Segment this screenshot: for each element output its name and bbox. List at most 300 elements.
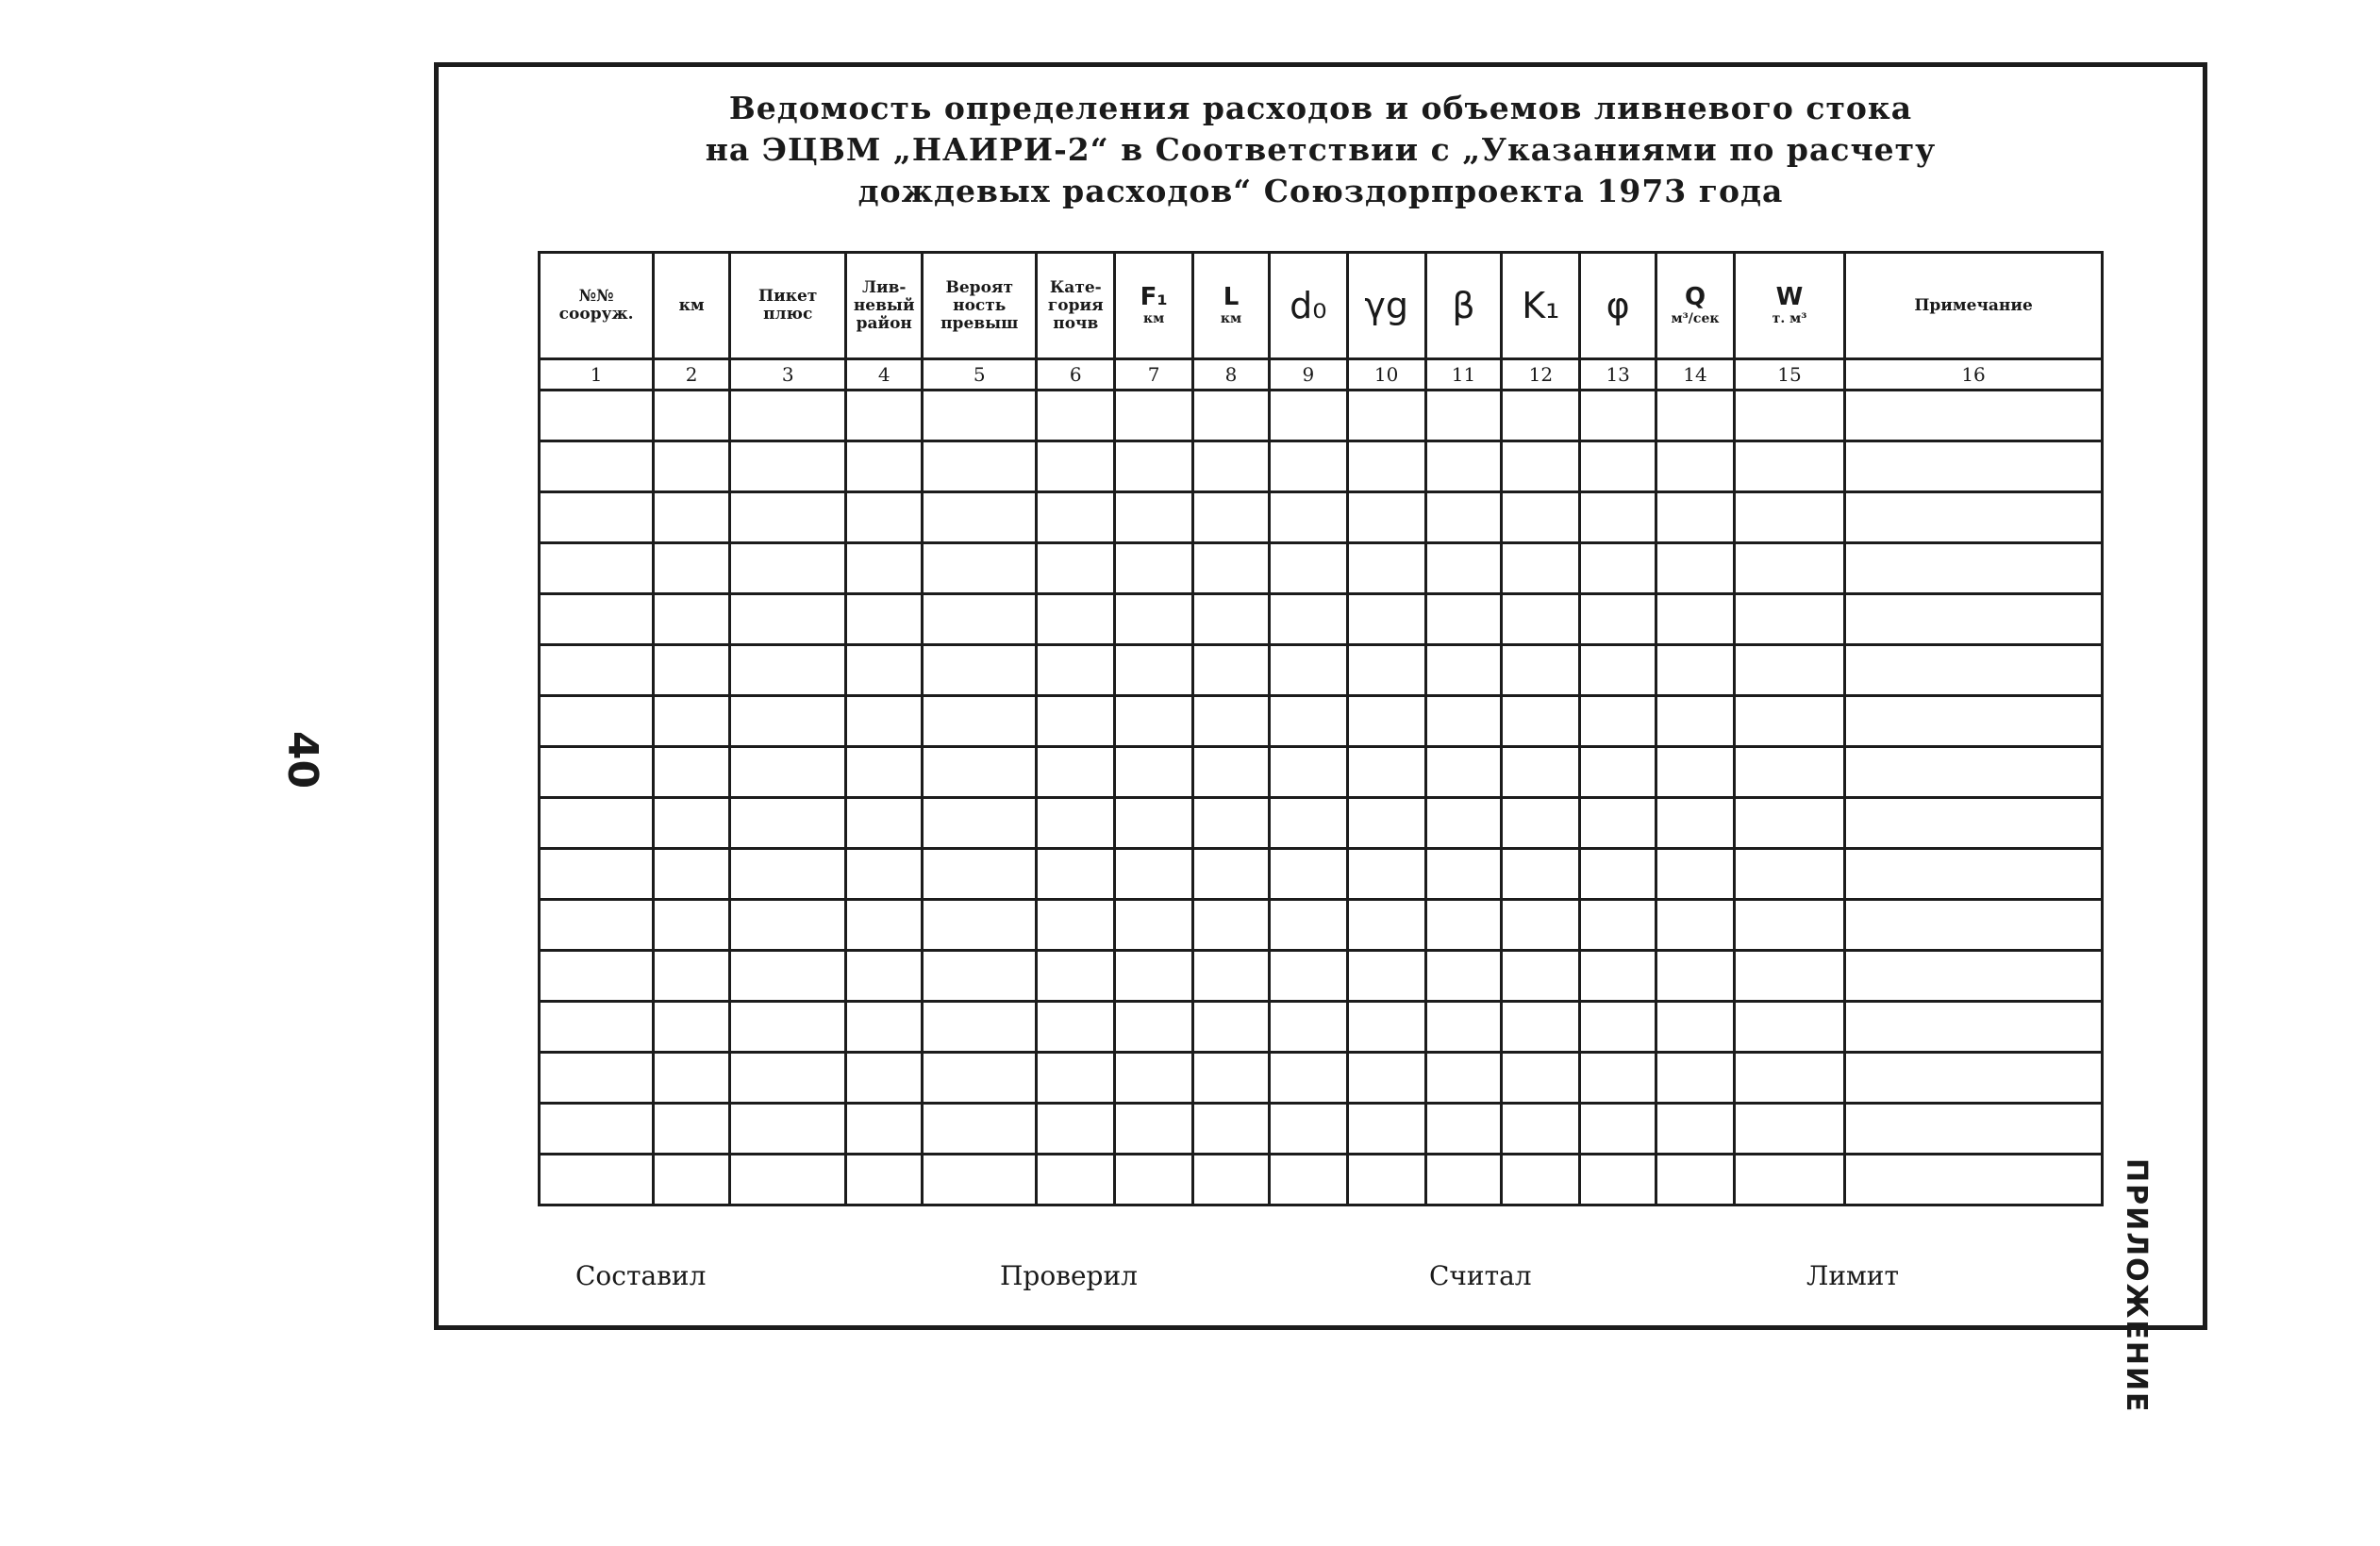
table-cell[interactable] (1502, 594, 1580, 645)
table-cell[interactable] (1502, 1104, 1580, 1155)
table-cell[interactable] (923, 645, 1037, 696)
table-cell[interactable] (540, 1155, 654, 1205)
table-cell[interactable] (1269, 1053, 1347, 1104)
table-cell[interactable] (923, 900, 1037, 951)
table-cell[interactable] (846, 798, 923, 849)
table-cell[interactable] (730, 645, 846, 696)
table-cell[interactable] (1734, 1053, 1844, 1104)
table-cell[interactable] (1656, 696, 1735, 747)
table-cell[interactable] (1115, 849, 1193, 900)
table-cell[interactable] (730, 951, 846, 1002)
table-cell[interactable] (1425, 1155, 1502, 1205)
title-line-1: Ведомость определения расходов и объемов ливневого стока (728, 90, 1913, 126)
table-cell[interactable] (1656, 747, 1735, 798)
table-cell[interactable] (540, 391, 654, 441)
table-cell[interactable] (1734, 747, 1844, 798)
table-cell[interactable] (1037, 594, 1115, 645)
table-cell[interactable] (1580, 798, 1656, 849)
table-cell[interactable] (1037, 492, 1115, 543)
table-cell[interactable] (730, 391, 846, 441)
table-cell[interactable] (1502, 696, 1580, 747)
column-header-4 (846, 253, 923, 359)
table-row (540, 849, 2103, 900)
table-cell[interactable] (1269, 900, 1347, 951)
table-cell[interactable] (1115, 492, 1193, 543)
form-frame (434, 62, 2207, 1330)
table-cell[interactable] (730, 1155, 846, 1205)
table-cell[interactable] (1269, 849, 1347, 900)
counted-by-label: Считал (1429, 1260, 1532, 1291)
table-cell[interactable] (1656, 441, 1735, 492)
table-cell[interactable] (654, 747, 730, 798)
table-cell[interactable] (1502, 441, 1580, 492)
table-cell[interactable] (1580, 594, 1656, 645)
table-cell[interactable] (1425, 951, 1502, 1002)
table-cell[interactable] (730, 492, 846, 543)
table-cell[interactable] (654, 543, 730, 594)
table-cell[interactable] (1347, 1104, 1425, 1155)
table-cell[interactable] (1425, 543, 1502, 594)
table-cell[interactable] (1845, 798, 2103, 849)
table-cell[interactable] (1269, 543, 1347, 594)
table-cell[interactable] (1193, 543, 1270, 594)
statement-table (538, 251, 2104, 1206)
column-label: Примечание (1914, 295, 2033, 315)
table-cell[interactable] (1037, 1002, 1115, 1053)
table-cell[interactable] (1037, 543, 1115, 594)
table-cell[interactable] (923, 543, 1037, 594)
table-cell[interactable] (1347, 645, 1425, 696)
table-cell[interactable] (1193, 900, 1270, 951)
table-cell[interactable] (1425, 696, 1502, 747)
table-cell[interactable] (1845, 849, 2103, 900)
table-cell[interactable] (923, 1104, 1037, 1155)
table-cell[interactable] (1656, 492, 1735, 543)
table-cell[interactable] (1734, 543, 1844, 594)
table-cell[interactable] (654, 900, 730, 951)
column-label: км (678, 295, 705, 315)
table-cell[interactable] (1502, 747, 1580, 798)
table-cell[interactable] (1193, 747, 1270, 798)
table-cell[interactable] (1580, 900, 1656, 951)
table-cell[interactable] (1425, 747, 1502, 798)
table-cell[interactable] (1734, 1104, 1844, 1155)
table-cell[interactable] (1734, 849, 1844, 900)
table-cell[interactable] (846, 1053, 923, 1104)
table-cell[interactable] (540, 645, 654, 696)
table-cell[interactable] (1580, 1002, 1656, 1053)
table-cell[interactable] (1502, 645, 1580, 696)
table-cell[interactable] (1502, 1002, 1580, 1053)
table-cell[interactable] (730, 798, 846, 849)
table-cell[interactable] (1580, 492, 1656, 543)
table-cell[interactable] (923, 1002, 1037, 1053)
table-cell[interactable] (1347, 594, 1425, 645)
table-cell[interactable] (1269, 747, 1347, 798)
table-cell[interactable] (923, 1053, 1037, 1104)
table-cell[interactable] (1037, 1053, 1115, 1104)
table-cell[interactable] (730, 696, 846, 747)
table-cell[interactable] (1347, 492, 1425, 543)
table-cell[interactable] (1193, 849, 1270, 900)
table-cell[interactable] (1347, 441, 1425, 492)
table-cell[interactable] (540, 441, 654, 492)
table-cell[interactable] (1734, 1002, 1844, 1053)
table-cell[interactable] (1037, 798, 1115, 849)
table-cell[interactable] (1502, 543, 1580, 594)
table-cell[interactable] (1193, 1053, 1270, 1104)
table-cell[interactable] (1502, 492, 1580, 543)
column-symbol: β (1452, 285, 1475, 326)
table-cell[interactable] (1037, 951, 1115, 1002)
table-cell[interactable] (1269, 1002, 1347, 1053)
table-cell[interactable] (1845, 1053, 2103, 1104)
column-header-13 (1580, 253, 1656, 359)
table-cell[interactable] (1425, 1104, 1502, 1155)
table-cell[interactable] (1580, 543, 1656, 594)
table-cell[interactable] (1580, 747, 1656, 798)
table-cell[interactable] (540, 900, 654, 951)
table-cell[interactable] (923, 951, 1037, 1002)
table-cell[interactable] (654, 798, 730, 849)
table-cell[interactable] (730, 594, 846, 645)
table-cell[interactable] (730, 543, 846, 594)
table-cell[interactable] (1580, 849, 1656, 900)
table-cell[interactable] (654, 645, 730, 696)
table-cell[interactable] (1656, 798, 1735, 849)
table-cell[interactable] (1347, 1053, 1425, 1104)
table-cell[interactable] (1425, 900, 1502, 951)
table-cell[interactable] (1115, 1002, 1193, 1053)
table-cell[interactable] (1734, 798, 1844, 849)
table-cell[interactable] (1115, 543, 1193, 594)
table-cell[interactable] (1656, 391, 1735, 441)
table-cell[interactable] (1425, 645, 1502, 696)
table-cell[interactable] (1115, 1155, 1193, 1205)
table-cell[interactable] (1734, 1155, 1844, 1205)
table-cell[interactable] (1269, 441, 1347, 492)
column-header-12 (1502, 253, 1580, 359)
table-cell[interactable] (1845, 391, 2103, 441)
table-cell[interactable] (1347, 391, 1425, 441)
table-cell[interactable] (923, 441, 1037, 492)
table-cell[interactable] (1193, 1002, 1270, 1053)
table-cell[interactable] (730, 747, 846, 798)
table-cell[interactable] (1656, 645, 1735, 696)
table-cell[interactable] (1115, 900, 1193, 951)
table-cell[interactable] (1845, 1002, 2103, 1053)
table-cell[interactable] (1845, 1104, 2103, 1155)
table-cell[interactable] (1580, 951, 1656, 1002)
table-cell[interactable] (1656, 1104, 1735, 1155)
table-cell[interactable] (540, 492, 654, 543)
table-cell[interactable] (540, 1002, 654, 1053)
table-cell[interactable] (1037, 1104, 1115, 1155)
table-cell[interactable] (846, 492, 923, 543)
column-symbol: L (1223, 282, 1240, 311)
table-cell[interactable] (1580, 1155, 1656, 1205)
table-cell[interactable] (1845, 696, 2103, 747)
table-cell[interactable] (1425, 1053, 1502, 1104)
table-cell[interactable] (846, 900, 923, 951)
table-cell[interactable] (1347, 1002, 1425, 1053)
table-cell[interactable] (1845, 543, 2103, 594)
table-cell[interactable] (1193, 1104, 1270, 1155)
table-cell[interactable] (923, 849, 1037, 900)
table-cell[interactable] (923, 594, 1037, 645)
column-unit: м³/сек (1671, 310, 1720, 326)
table-cell[interactable] (1845, 1155, 2103, 1205)
table-cell[interactable] (540, 594, 654, 645)
table-cell[interactable] (1269, 696, 1347, 747)
table-cell[interactable] (1734, 594, 1844, 645)
table-cell[interactable] (1845, 951, 2103, 1002)
table-cell[interactable] (730, 1104, 846, 1155)
table-cell[interactable] (1425, 798, 1502, 849)
table-cell[interactable] (1037, 900, 1115, 951)
table-cell[interactable] (1734, 900, 1844, 951)
table-cell[interactable] (1115, 645, 1193, 696)
table-cell[interactable] (1502, 900, 1580, 951)
table-cell[interactable] (1502, 1155, 1580, 1205)
table-cell[interactable] (1656, 951, 1735, 1002)
table-cell[interactable] (1037, 645, 1115, 696)
table-cell[interactable] (1656, 1002, 1735, 1053)
table-cell[interactable] (654, 849, 730, 900)
table-cell[interactable] (846, 543, 923, 594)
column-symbol: d₀ (1290, 285, 1327, 326)
table-cell[interactable] (1193, 696, 1270, 747)
table-cell[interactable] (1269, 645, 1347, 696)
table-cell[interactable] (654, 1104, 730, 1155)
table-cell[interactable] (1580, 1053, 1656, 1104)
column-number-8: 8 (1193, 359, 1270, 391)
compiled-by-label: Составил (575, 1260, 707, 1291)
table-cell[interactable] (1734, 696, 1844, 747)
table-cell[interactable] (540, 798, 654, 849)
table-cell[interactable] (1347, 696, 1425, 747)
table-row (540, 391, 2103, 441)
table-cell[interactable] (540, 543, 654, 594)
table-cell[interactable] (1845, 900, 2103, 951)
table-cell[interactable] (846, 747, 923, 798)
table-cell[interactable] (923, 696, 1037, 747)
table-cell[interactable] (1347, 900, 1425, 951)
table-cell[interactable] (1734, 391, 1844, 441)
table-cell[interactable] (1347, 798, 1425, 849)
table-cell[interactable] (1425, 594, 1502, 645)
column-number-14: 14 (1656, 359, 1735, 391)
column-number-4: 4 (846, 359, 923, 391)
table-cell[interactable] (1347, 747, 1425, 798)
table-cell[interactable] (1734, 492, 1844, 543)
table-cell[interactable] (1425, 441, 1502, 492)
table-cell[interactable] (1115, 391, 1193, 441)
table-cell[interactable] (654, 492, 730, 543)
table-cell[interactable] (1193, 798, 1270, 849)
table-cell[interactable] (1269, 951, 1347, 1002)
column-number-6: 6 (1037, 359, 1115, 391)
table-cell[interactable] (1269, 1104, 1347, 1155)
table-cell[interactable] (846, 594, 923, 645)
table-cell[interactable] (1656, 594, 1735, 645)
table-cell[interactable] (1502, 391, 1580, 441)
table-cell[interactable] (654, 1155, 730, 1205)
table-cell[interactable] (1269, 1155, 1347, 1205)
column-number-13: 13 (1580, 359, 1656, 391)
table-cell[interactable] (1037, 441, 1115, 492)
table-cell[interactable] (1347, 951, 1425, 1002)
table-cell[interactable] (1115, 1053, 1193, 1104)
table-cell[interactable] (1193, 645, 1270, 696)
table-cell[interactable] (846, 1002, 923, 1053)
table-cell[interactable] (923, 1155, 1037, 1205)
table-cell[interactable] (1115, 1104, 1193, 1155)
table-cell[interactable] (1037, 849, 1115, 900)
table-row (540, 798, 2103, 849)
column-header-9 (1269, 253, 1347, 359)
table-cell[interactable] (1734, 951, 1844, 1002)
table-cell[interactable] (1347, 543, 1425, 594)
table-cell[interactable] (540, 1104, 654, 1155)
table-cell[interactable] (1037, 696, 1115, 747)
table-cell[interactable] (1580, 696, 1656, 747)
table-cell[interactable] (654, 1002, 730, 1053)
table-cell[interactable] (1656, 900, 1735, 951)
table-cell[interactable] (730, 849, 846, 900)
table-cell[interactable] (1115, 696, 1193, 747)
table-cell[interactable] (1425, 492, 1502, 543)
table-cell[interactable] (1269, 798, 1347, 849)
table-cell[interactable] (923, 747, 1037, 798)
column-header-16 (1845, 253, 2103, 359)
column-number-9: 9 (1269, 359, 1347, 391)
table-cell[interactable] (1269, 492, 1347, 543)
table-cell[interactable] (1734, 645, 1844, 696)
title-line-2: на ЭЦВМ „НАИРИ-2“ в Соответствии с „Указаниями по расчету (705, 131, 1937, 168)
column-number-2: 2 (654, 359, 730, 391)
column-number-1: 1 (540, 359, 654, 391)
column-symbol: φ (1606, 285, 1630, 326)
table-cell[interactable] (1269, 391, 1347, 441)
table-cell[interactable] (540, 696, 654, 747)
table-cell[interactable] (1580, 1104, 1656, 1155)
table-cell[interactable] (846, 696, 923, 747)
table-cell[interactable] (540, 951, 654, 1002)
table-cell[interactable] (1037, 1155, 1115, 1205)
table-cell[interactable] (1845, 645, 2103, 696)
table-cell[interactable] (1193, 441, 1270, 492)
table-cell[interactable] (846, 441, 923, 492)
column-label: Кате-гория почв (1047, 277, 1104, 333)
table-cell[interactable] (1347, 849, 1425, 900)
table-cell[interactable] (1269, 594, 1347, 645)
table-cell[interactable] (1502, 1053, 1580, 1104)
table-cell[interactable] (1656, 849, 1735, 900)
table-cell[interactable] (1580, 645, 1656, 696)
table-cell[interactable] (1115, 441, 1193, 492)
table-cell[interactable] (1037, 747, 1115, 798)
table-cell[interactable] (923, 798, 1037, 849)
table-cell[interactable] (846, 1104, 923, 1155)
signature-row (575, 1260, 2132, 1298)
table-cell[interactable] (1580, 441, 1656, 492)
table-cell[interactable] (1734, 441, 1844, 492)
table-row (540, 1002, 2103, 1053)
table-cell[interactable] (540, 849, 654, 900)
table-cell[interactable] (1656, 1155, 1735, 1205)
column-header-2 (654, 253, 730, 359)
table-cell[interactable] (846, 645, 923, 696)
table-cell[interactable] (1425, 849, 1502, 900)
table-cell[interactable] (846, 1155, 923, 1205)
table-cell[interactable] (1115, 747, 1193, 798)
table-cell[interactable] (1193, 492, 1270, 543)
column-number-5: 5 (923, 359, 1037, 391)
table-cell[interactable] (654, 391, 730, 441)
table-cell[interactable] (654, 696, 730, 747)
table-cell[interactable] (1193, 951, 1270, 1002)
column-number-16: 16 (1845, 359, 2103, 391)
table-cell[interactable] (1193, 594, 1270, 645)
table-cell[interactable] (1502, 798, 1580, 849)
table-cell[interactable] (1845, 594, 2103, 645)
table-cell[interactable] (1656, 1053, 1735, 1104)
table-cell[interactable] (1115, 798, 1193, 849)
table-cell[interactable] (1115, 594, 1193, 645)
table-cell[interactable] (654, 594, 730, 645)
column-header-8 (1193, 253, 1270, 359)
table-cell[interactable] (1656, 543, 1735, 594)
table-cell[interactable] (1193, 1155, 1270, 1205)
table-cell[interactable] (1580, 391, 1656, 441)
column-header-14 (1656, 253, 1735, 359)
table-cell[interactable] (654, 1053, 730, 1104)
column-header-3 (730, 253, 846, 359)
table-cell[interactable] (846, 849, 923, 900)
column-number-11: 11 (1425, 359, 1502, 391)
table-cell[interactable] (1425, 391, 1502, 441)
header-row (540, 253, 2103, 359)
table-cell[interactable] (1845, 492, 2103, 543)
table-cell[interactable] (540, 747, 654, 798)
column-symbol: Q (1684, 282, 1706, 311)
table-cell[interactable] (1115, 951, 1193, 1002)
column-number-10: 10 (1347, 359, 1425, 391)
table-cell[interactable] (730, 1053, 846, 1104)
table-cell[interactable] (923, 391, 1037, 441)
table-cell[interactable] (846, 391, 923, 441)
table-cell[interactable] (654, 441, 730, 492)
table-cell[interactable] (730, 900, 846, 951)
table-cell[interactable] (730, 1002, 846, 1053)
table-row (540, 441, 2103, 492)
table-cell[interactable] (923, 492, 1037, 543)
table-cell[interactable] (1347, 1155, 1425, 1205)
table-cell[interactable] (1502, 849, 1580, 900)
table-cell[interactable] (846, 951, 923, 1002)
table-cell[interactable] (730, 441, 846, 492)
table-cell[interactable] (1502, 951, 1580, 1002)
table-cell[interactable] (540, 1053, 654, 1104)
table-cell[interactable] (1845, 747, 2103, 798)
table-cell[interactable] (1193, 391, 1270, 441)
table-cell[interactable] (1425, 1002, 1502, 1053)
table-cell[interactable] (1845, 441, 2103, 492)
table-cell[interactable] (1037, 391, 1115, 441)
column-header-1 (540, 253, 654, 359)
table-cell[interactable] (654, 951, 730, 1002)
